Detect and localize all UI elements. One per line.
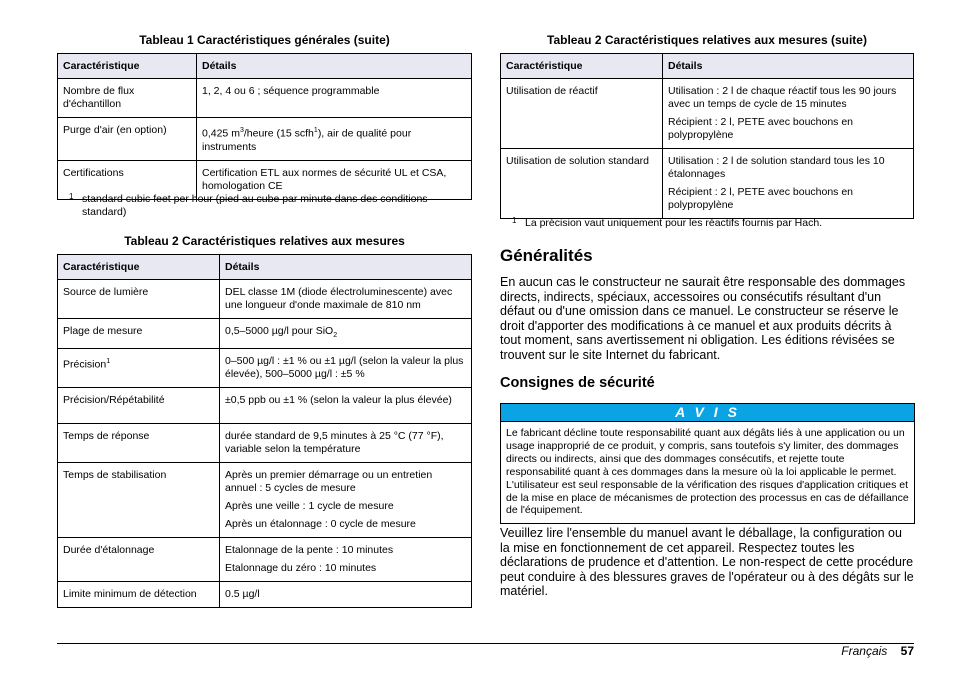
table-cell: 1, 2, 4 ou 6 ; séquence programmable [197, 79, 472, 118]
table-row [501, 149, 914, 219]
table-cell: Après un premier démarrage ou un entretien annuel : 5 cycles de mesure Après une veille : 1 cycle de mesure Après un étalonnage : 0 cycle de mesure [220, 463, 472, 538]
table-cell: ±0,5 ppb ou ±1 % (selon la valeur la plus élevée) [220, 388, 472, 424]
table-cell: 0,5–5000 µg/l pour SiO$_2$ [220, 319, 472, 349]
table-row [58, 538, 472, 582]
table-cell: Nombre de flux d'échantillon [58, 79, 197, 118]
footer-language: Français [841, 644, 888, 658]
table-cell: Temps de réponse [58, 424, 220, 463]
table2 [57, 254, 472, 608]
table-row [58, 79, 472, 118]
table-cell: Source de lumière [58, 280, 220, 319]
table-header-row [501, 54, 914, 79]
table-cell: Etalonnage de la pente : 10 minutes Etalonnage du zéro : 10 minutes [220, 538, 472, 582]
page-number: 57 [900, 644, 914, 658]
table-row [58, 424, 472, 463]
column-header: Détails [220, 255, 472, 280]
column-header: Détails [197, 54, 472, 79]
table1 [57, 53, 472, 200]
table-row [58, 349, 472, 388]
table2-continued [500, 53, 914, 219]
table-cell: Durée d'étalonnage [58, 538, 220, 582]
table-cell: durée standard de 9,5 minutes à 25 °C (77 °F), variable selon la température [220, 424, 472, 463]
table-row [58, 388, 472, 424]
table2-footnote: 1 La précision vaut uniquement pour les réactifs fournis par Hach. [512, 216, 823, 229]
table-cell: Précision/Répétabilité [58, 388, 220, 424]
table-header-row [58, 54, 472, 79]
table-row [58, 463, 472, 538]
table-cell: Certification ETL aux normes de sécurité UL et CSA, homologation CE [197, 160, 472, 199]
notice-title: A V I S [501, 404, 914, 422]
securite-paragraph: Veuillez lire l'ensemble du manuel avant le déballage, la configuration ou la mise en fonctionnement de cet appareil. Respectez toutes les déclarations de prudence et d'attention. Le non-respect de cette procédure peut conduire à des blessures graves de l'opérateur ou à des dégâts sur le matériel. [500, 526, 914, 599]
table-row [501, 79, 914, 149]
section-title-generalites: Généralités [500, 246, 593, 265]
page-footer [841, 644, 914, 658]
notice-box [500, 403, 915, 524]
table-cell: Purge d'air (en option) [58, 118, 197, 161]
section-title-securite: Consignes de sécurité [500, 375, 655, 391]
table-row [58, 319, 472, 349]
table-cell: 0.5 µg/l [220, 582, 472, 608]
generalites-paragraph: En aucun cas le constructeur ne saurait être responsable des dommages directs, indirects, spéciaux, accessoires ou consécutifs résultant d'un défaut ou d'une omission dans ce manuel. Le constructeur se réserve le droit d'apporter des modifications à ce manuel et aux produits décrits à tout moment, sans avertissement ni obligation. Les éditions révisées se trouvent sur le site Internet du fabricant. [500, 275, 906, 362]
table-cell: Précision$^1$ [58, 349, 220, 388]
table-cell: Temps de stabilisation [58, 463, 220, 538]
table-cell: Utilisation de solution standard [501, 149, 663, 219]
column-header: Détails [663, 54, 914, 79]
table-cell: 0,425 $m^3$/heure (15 scfh$^1$), air de qualité pour instruments [197, 118, 472, 161]
table-cell: Utilisation : 2 l de solution standard tous les 10 étalonnages Récipient : 2 l, PETE avec bouchons en polypropylène [663, 149, 914, 219]
notice-text: Le fabricant décline toute responsabilité quant aux dégâts liés à une application ou un usage inapproprié de ce produit, y compris, sans toutefois s'y limiter, des dommages directs ou indirects, ainsi que des dommages consécutifs, et rejette toute responsabilité quant à ces dommages dans la mesure où la loi applicable le permet. L'utilisateur est seul responsable de la vérification des risques d'application critiques et de la mise en place de mécanismes de protection des processus en cas de défaillance de l'équipement. [506, 427, 909, 517]
table-cell: 0–500 µg/l : ±1 % ou ±1 µg/l (selon la valeur la plus élevée), 500–5000 µg/l : ±5 % [220, 349, 472, 388]
table-cell: Limite minimum de détection [58, 582, 220, 608]
table-cell: DEL classe 1M (diode électroluminescente) avec une longueur d'onde maximale de 810 nm [220, 280, 472, 319]
table-row [58, 118, 472, 161]
table-cell: Plage de mesure [58, 319, 220, 349]
table-row [58, 280, 472, 319]
table-cell: Utilisation de réactif [501, 79, 663, 149]
table-header-row [58, 255, 472, 280]
column-header: Caractéristique [58, 255, 220, 280]
table2-caption: Tableau 2 Caractéristiques relatives aux mesures [124, 234, 405, 248]
table-cell: Utilisation : 2 l de chaque réactif tous les 90 jours avec un temps de cycle de 15 minutes Récipient : 2 l, PETE avec bouchons en polypropylène [663, 79, 914, 149]
table-row [58, 582, 472, 608]
table2-continued-caption: Tableau 2 Caractéristiques relatives aux mesures (suite) [547, 33, 867, 47]
column-header: Caractéristique [501, 54, 663, 79]
column-header: Caractéristique [58, 54, 197, 79]
table-cell: Certifications [58, 160, 197, 199]
table1-caption: Tableau 1 Caractéristiques générales (suite) [139, 33, 390, 47]
footer-divider [57, 643, 914, 644]
table1-footnote: 1 standard cubic feet per hour (pied au cube par minute dans des conditions standard) [69, 192, 428, 218]
